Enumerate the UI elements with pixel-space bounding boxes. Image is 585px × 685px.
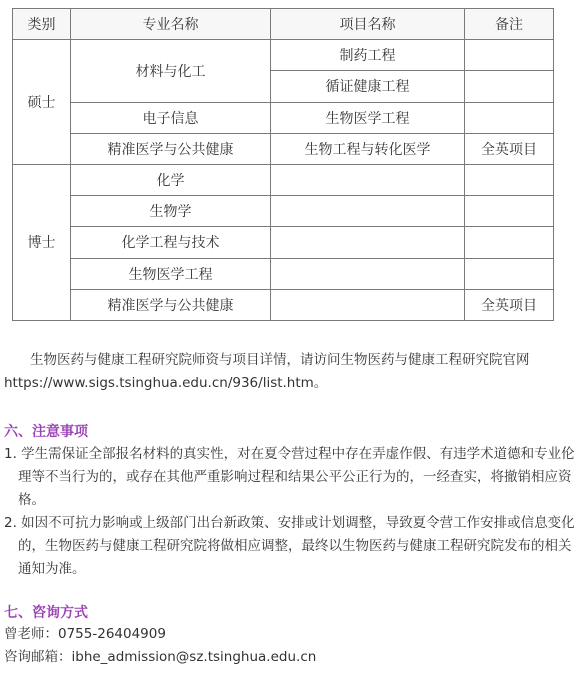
major-cell: 精准医学与公共健康 <box>71 289 271 320</box>
note-cell <box>465 258 554 289</box>
project-cell <box>271 258 465 289</box>
contact-email: 咨询邮箱：ibhe_admission@sz.tsinghua.edu.cn <box>4 649 317 665</box>
header-project: 项目名称 <box>271 9 465 40</box>
project-cell: 生物医学工程 <box>271 102 465 133</box>
section-title-contact: 七、咨询方式 <box>4 605 88 621</box>
note-cell <box>465 102 554 133</box>
table-row <box>13 102 554 133</box>
project-cell: 循证健康工程 <box>271 71 465 102</box>
major-cell: 材料与化工 <box>71 40 271 102</box>
table-row <box>13 133 554 164</box>
project-cell: 生物工程与转化医学 <box>271 133 465 164</box>
note-cell <box>465 164 554 195</box>
header-category: 类别 <box>13 9 71 40</box>
note-cell <box>465 40 554 71</box>
note-cell: 全英项目 <box>465 133 554 164</box>
project-cell <box>271 289 465 320</box>
note-cell <box>465 71 554 102</box>
project-cell <box>271 227 465 258</box>
major-cell: 化学 <box>71 164 271 195</box>
header-major: 专业名称 <box>71 9 271 40</box>
major-cell: 精准医学与公共健康 <box>71 133 271 164</box>
major-cell: 电子信息 <box>71 102 271 133</box>
major-cell: 化学工程与技术 <box>71 227 271 258</box>
section-title-notes: 六、注意事项 <box>4 424 88 440</box>
program-table <box>12 8 554 321</box>
header-note: 备注 <box>465 9 554 40</box>
project-cell: 制药工程 <box>271 40 465 71</box>
project-cell <box>271 196 465 227</box>
list-item: 1. 学生需保证全部报名材料的真实性，对在夏令营过程中存在弄虚作假、有违学术道德和专业伦理等不当行为的，或存在其他严重影响过程和结果公平公正行为的，一经查实，将撤销相应资格。 <box>4 446 575 508</box>
project-cell <box>271 164 465 195</box>
table-row <box>13 258 554 289</box>
contact-teacher: 曾老师：0755-26404909 <box>4 626 166 642</box>
major-cell: 生物医学工程 <box>71 258 271 289</box>
category-doctor: 博士 <box>13 164 71 320</box>
category-master: 硕士 <box>13 40 71 165</box>
table-row <box>13 289 554 320</box>
note-cell: 全英项目 <box>465 289 554 320</box>
table-header-row <box>13 9 554 40</box>
list-item: 2. 如因不可抗力影响或上级部门出台新政策、安排或计划调整，导致夏令营工作安排或信息变化的，生物医药与健康工程研究院将做相应调整，最终以生物医药与健康工程研究院发布的相关通知为准。 <box>4 515 575 577</box>
table-row <box>13 196 554 227</box>
table-row <box>13 164 554 195</box>
note-cell <box>465 227 554 258</box>
table-row <box>13 40 554 71</box>
note-cell <box>465 196 554 227</box>
intro-paragraph: 生物医药与健康工程研究院师资与项目详情，请访问生物医药与健康工程研究院官网https://www.sigs.tsinghua.edu.cn/936/list.htm。 <box>4 352 530 391</box>
notes-list <box>4 443 576 581</box>
table-row <box>13 227 554 258</box>
major-cell: 生物学 <box>71 196 271 227</box>
